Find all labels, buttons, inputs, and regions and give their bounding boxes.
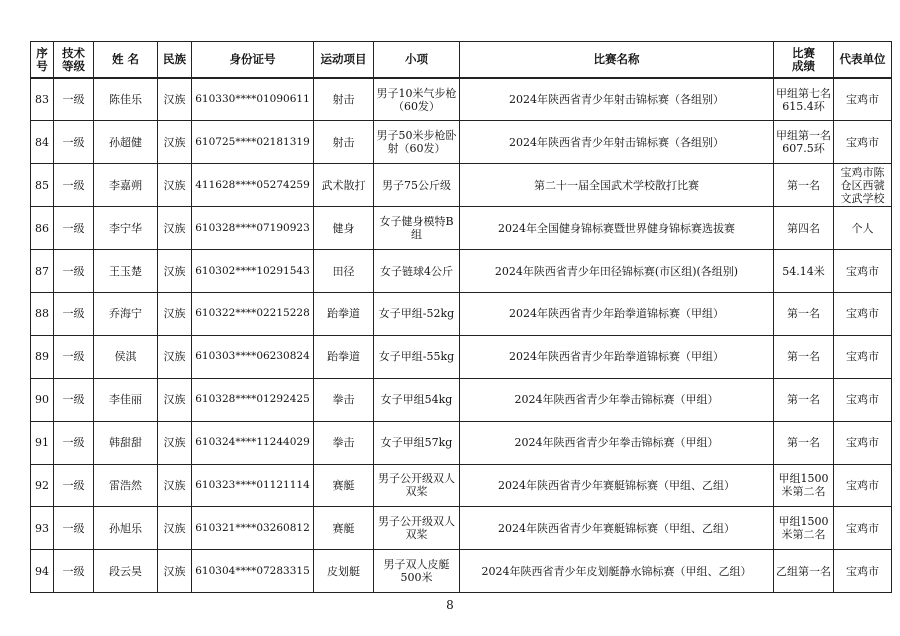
cell-ethnicity: 汉族 [158, 292, 192, 335]
table-row [31, 164, 892, 207]
table-row [31, 250, 892, 293]
cell-unit: 宝鸡市 [834, 78, 892, 121]
cell-id: 610303****06230824 [192, 335, 314, 378]
cell-id: 610330****01090611 [192, 78, 314, 121]
cell-score: 54.14米 [774, 250, 834, 293]
header-sport: 运动项目 [314, 42, 374, 79]
cell-unit: 宝鸡市 [834, 464, 892, 507]
cell-sport: 田径 [314, 250, 374, 293]
cell-grade: 一级 [54, 421, 94, 464]
cell-seq: 85 [31, 164, 54, 207]
cell-sport: 武术散打 [314, 164, 374, 207]
cell-competition: 2024年陕西省青少年田径锦标赛(市区组)(各组别) [460, 250, 774, 293]
cell-ethnicity: 汉族 [158, 378, 192, 421]
cell-seq: 92 [31, 464, 54, 507]
cell-event: 女子甲组-55kg [374, 335, 460, 378]
cell-id: 411628****05274259 [192, 164, 314, 207]
cell-grade: 一级 [54, 78, 94, 121]
cell-unit: 宝鸡市 [834, 550, 892, 593]
cell-ethnicity: 汉族 [158, 164, 192, 207]
cell-sport: 射击 [314, 121, 374, 164]
cell-name: 李嘉朔 [94, 164, 158, 207]
cell-id: 610322****02215228 [192, 292, 314, 335]
cell-competition: 2024年陕西省青少年赛艇锦标赛（甲组、乙组） [460, 507, 774, 550]
cell-unit: 宝鸡市陈仓区西虢文武学校 [834, 164, 892, 207]
cell-id: 610302****10291543 [192, 250, 314, 293]
cell-id: 610304****07283315 [192, 550, 314, 593]
cell-ethnicity: 汉族 [158, 550, 192, 593]
header-unit: 代表单位 [834, 42, 892, 79]
table-body [31, 78, 892, 593]
cell-score: 第一名 [774, 335, 834, 378]
cell-unit: 宝鸡市 [834, 292, 892, 335]
cell-score: 甲组第七名615.4环 [774, 78, 834, 121]
cell-grade: 一级 [54, 164, 94, 207]
table-row [31, 507, 892, 550]
header-grade: 技术 等级 [54, 42, 94, 79]
table-row [31, 335, 892, 378]
cell-name: 韩甜甜 [94, 421, 158, 464]
cell-grade: 一级 [54, 207, 94, 250]
cell-unit: 个人 [834, 207, 892, 250]
cell-competition: 2024年陕西省青少年赛艇锦标赛（甲组、乙组） [460, 464, 774, 507]
cell-event: 男子10米气步枪（60发） [374, 78, 460, 121]
cell-id: 610324****11244029 [192, 421, 314, 464]
cell-competition: 第二十一届全国武术学校散打比赛 [460, 164, 774, 207]
cell-ethnicity: 汉族 [158, 421, 192, 464]
cell-name: 王玉楚 [94, 250, 158, 293]
cell-score: 第四名 [774, 207, 834, 250]
header-event: 小项 [374, 42, 460, 79]
table-header-row [31, 42, 892, 79]
cell-seq: 88 [31, 292, 54, 335]
cell-name: 孙旭乐 [94, 507, 158, 550]
cell-unit: 宝鸡市 [834, 378, 892, 421]
cell-competition: 2024年陕西省青少年射击锦标赛（各组别） [460, 121, 774, 164]
athlete-table [30, 41, 892, 593]
cell-ethnicity: 汉族 [158, 250, 192, 293]
cell-ethnicity: 汉族 [158, 207, 192, 250]
cell-sport: 健身 [314, 207, 374, 250]
cell-name: 雷浩然 [94, 464, 158, 507]
cell-seq: 90 [31, 378, 54, 421]
table-row [31, 78, 892, 121]
cell-unit: 宝鸡市 [834, 421, 892, 464]
cell-id: 610328****01292425 [192, 378, 314, 421]
table-row [31, 378, 892, 421]
cell-unit: 宝鸡市 [834, 121, 892, 164]
cell-score: 第一名 [774, 378, 834, 421]
cell-seq: 83 [31, 78, 54, 121]
cell-seq: 91 [31, 421, 54, 464]
cell-sport: 赛艇 [314, 507, 374, 550]
cell-score: 甲组1500米第二名 [774, 464, 834, 507]
cell-event: 男子75公斤级 [374, 164, 460, 207]
cell-sport: 跆拳道 [314, 292, 374, 335]
cell-score: 甲组第一名607.5环 [774, 121, 834, 164]
cell-event: 女子甲组57kg [374, 421, 460, 464]
cell-grade: 一级 [54, 464, 94, 507]
cell-sport: 赛艇 [314, 464, 374, 507]
cell-ethnicity: 汉族 [158, 507, 192, 550]
header-score: 比赛 成绩 [774, 42, 834, 79]
cell-name: 李宁华 [94, 207, 158, 250]
table-row [31, 421, 892, 464]
cell-competition: 2024年陕西省青少年拳击锦标赛（甲组） [460, 378, 774, 421]
cell-name: 孙超健 [94, 121, 158, 164]
cell-sport: 拳击 [314, 378, 374, 421]
page-number: 8 [446, 598, 454, 612]
cell-event: 女子甲组54kg [374, 378, 460, 421]
cell-grade: 一级 [54, 250, 94, 293]
cell-id: 610323****01121114 [192, 464, 314, 507]
cell-event: 男子公开级双人双桨 [374, 464, 460, 507]
cell-seq: 86 [31, 207, 54, 250]
cell-seq: 89 [31, 335, 54, 378]
cell-sport: 射击 [314, 78, 374, 121]
cell-event: 男子50米步枪卧射（60发） [374, 121, 460, 164]
cell-grade: 一级 [54, 378, 94, 421]
cell-grade: 一级 [54, 550, 94, 593]
cell-competition: 2024年陕西省青少年跆拳道锦标赛（甲组） [460, 335, 774, 378]
cell-event: 男子公开级双人双桨 [374, 507, 460, 550]
cell-competition: 2024年陕西省青少年皮划艇静水锦标赛（甲组、乙组） [460, 550, 774, 593]
cell-name: 李佳丽 [94, 378, 158, 421]
cell-competition: 2024年陕西省青少年拳击锦标赛（甲组） [460, 421, 774, 464]
cell-grade: 一级 [54, 507, 94, 550]
cell-score: 第一名 [774, 164, 834, 207]
table-row [31, 550, 892, 593]
header-seq: 序 号 [31, 42, 54, 79]
cell-score: 第一名 [774, 292, 834, 335]
cell-event: 女子链球4公斤 [374, 250, 460, 293]
cell-score: 甲组1500米第二名 [774, 507, 834, 550]
cell-score: 乙组第一名 [774, 550, 834, 593]
header-ethnicity: 民族 [158, 42, 192, 79]
table-row [31, 464, 892, 507]
table-row [31, 292, 892, 335]
table-row [31, 207, 892, 250]
cell-ethnicity: 汉族 [158, 464, 192, 507]
cell-competition: 2024年陕西省青少年跆拳道锦标赛（甲组） [460, 292, 774, 335]
cell-ethnicity: 汉族 [158, 121, 192, 164]
cell-seq: 94 [31, 550, 54, 593]
cell-competition: 2024年全国健身锦标赛暨世界健身锦标赛选拔赛 [460, 207, 774, 250]
cell-sport: 拳击 [314, 421, 374, 464]
cell-ethnicity: 汉族 [158, 335, 192, 378]
header-name: 姓 名 [94, 42, 158, 79]
cell-sport: 跆拳道 [314, 335, 374, 378]
cell-id: 610328****07190923 [192, 207, 314, 250]
header-competition: 比赛名称 [460, 42, 774, 79]
cell-unit: 宝鸡市 [834, 507, 892, 550]
cell-event: 男子双人皮艇500米 [374, 550, 460, 593]
cell-grade: 一级 [54, 292, 94, 335]
cell-id: 610725****02181319 [192, 121, 314, 164]
cell-ethnicity: 汉族 [158, 78, 192, 121]
cell-grade: 一级 [54, 335, 94, 378]
cell-seq: 87 [31, 250, 54, 293]
cell-score: 第一名 [774, 421, 834, 464]
cell-name: 乔海宁 [94, 292, 158, 335]
cell-sport: 皮划艇 [314, 550, 374, 593]
table-row [31, 121, 892, 164]
cell-name: 陈佳乐 [94, 78, 158, 121]
cell-event: 女子健身模特B组 [374, 207, 460, 250]
header-id: 身份证号 [192, 42, 314, 79]
cell-name: 侯淇 [94, 335, 158, 378]
cell-seq: 84 [31, 121, 54, 164]
cell-unit: 宝鸡市 [834, 250, 892, 293]
cell-competition: 2024年陕西省青少年射击锦标赛（各组别） [460, 78, 774, 121]
cell-event: 女子甲组-52kg [374, 292, 460, 335]
cell-unit: 宝鸡市 [834, 335, 892, 378]
cell-seq: 93 [31, 507, 54, 550]
cell-id: 610321****03260812 [192, 507, 314, 550]
cell-name: 段云昊 [94, 550, 158, 593]
cell-grade: 一级 [54, 121, 94, 164]
